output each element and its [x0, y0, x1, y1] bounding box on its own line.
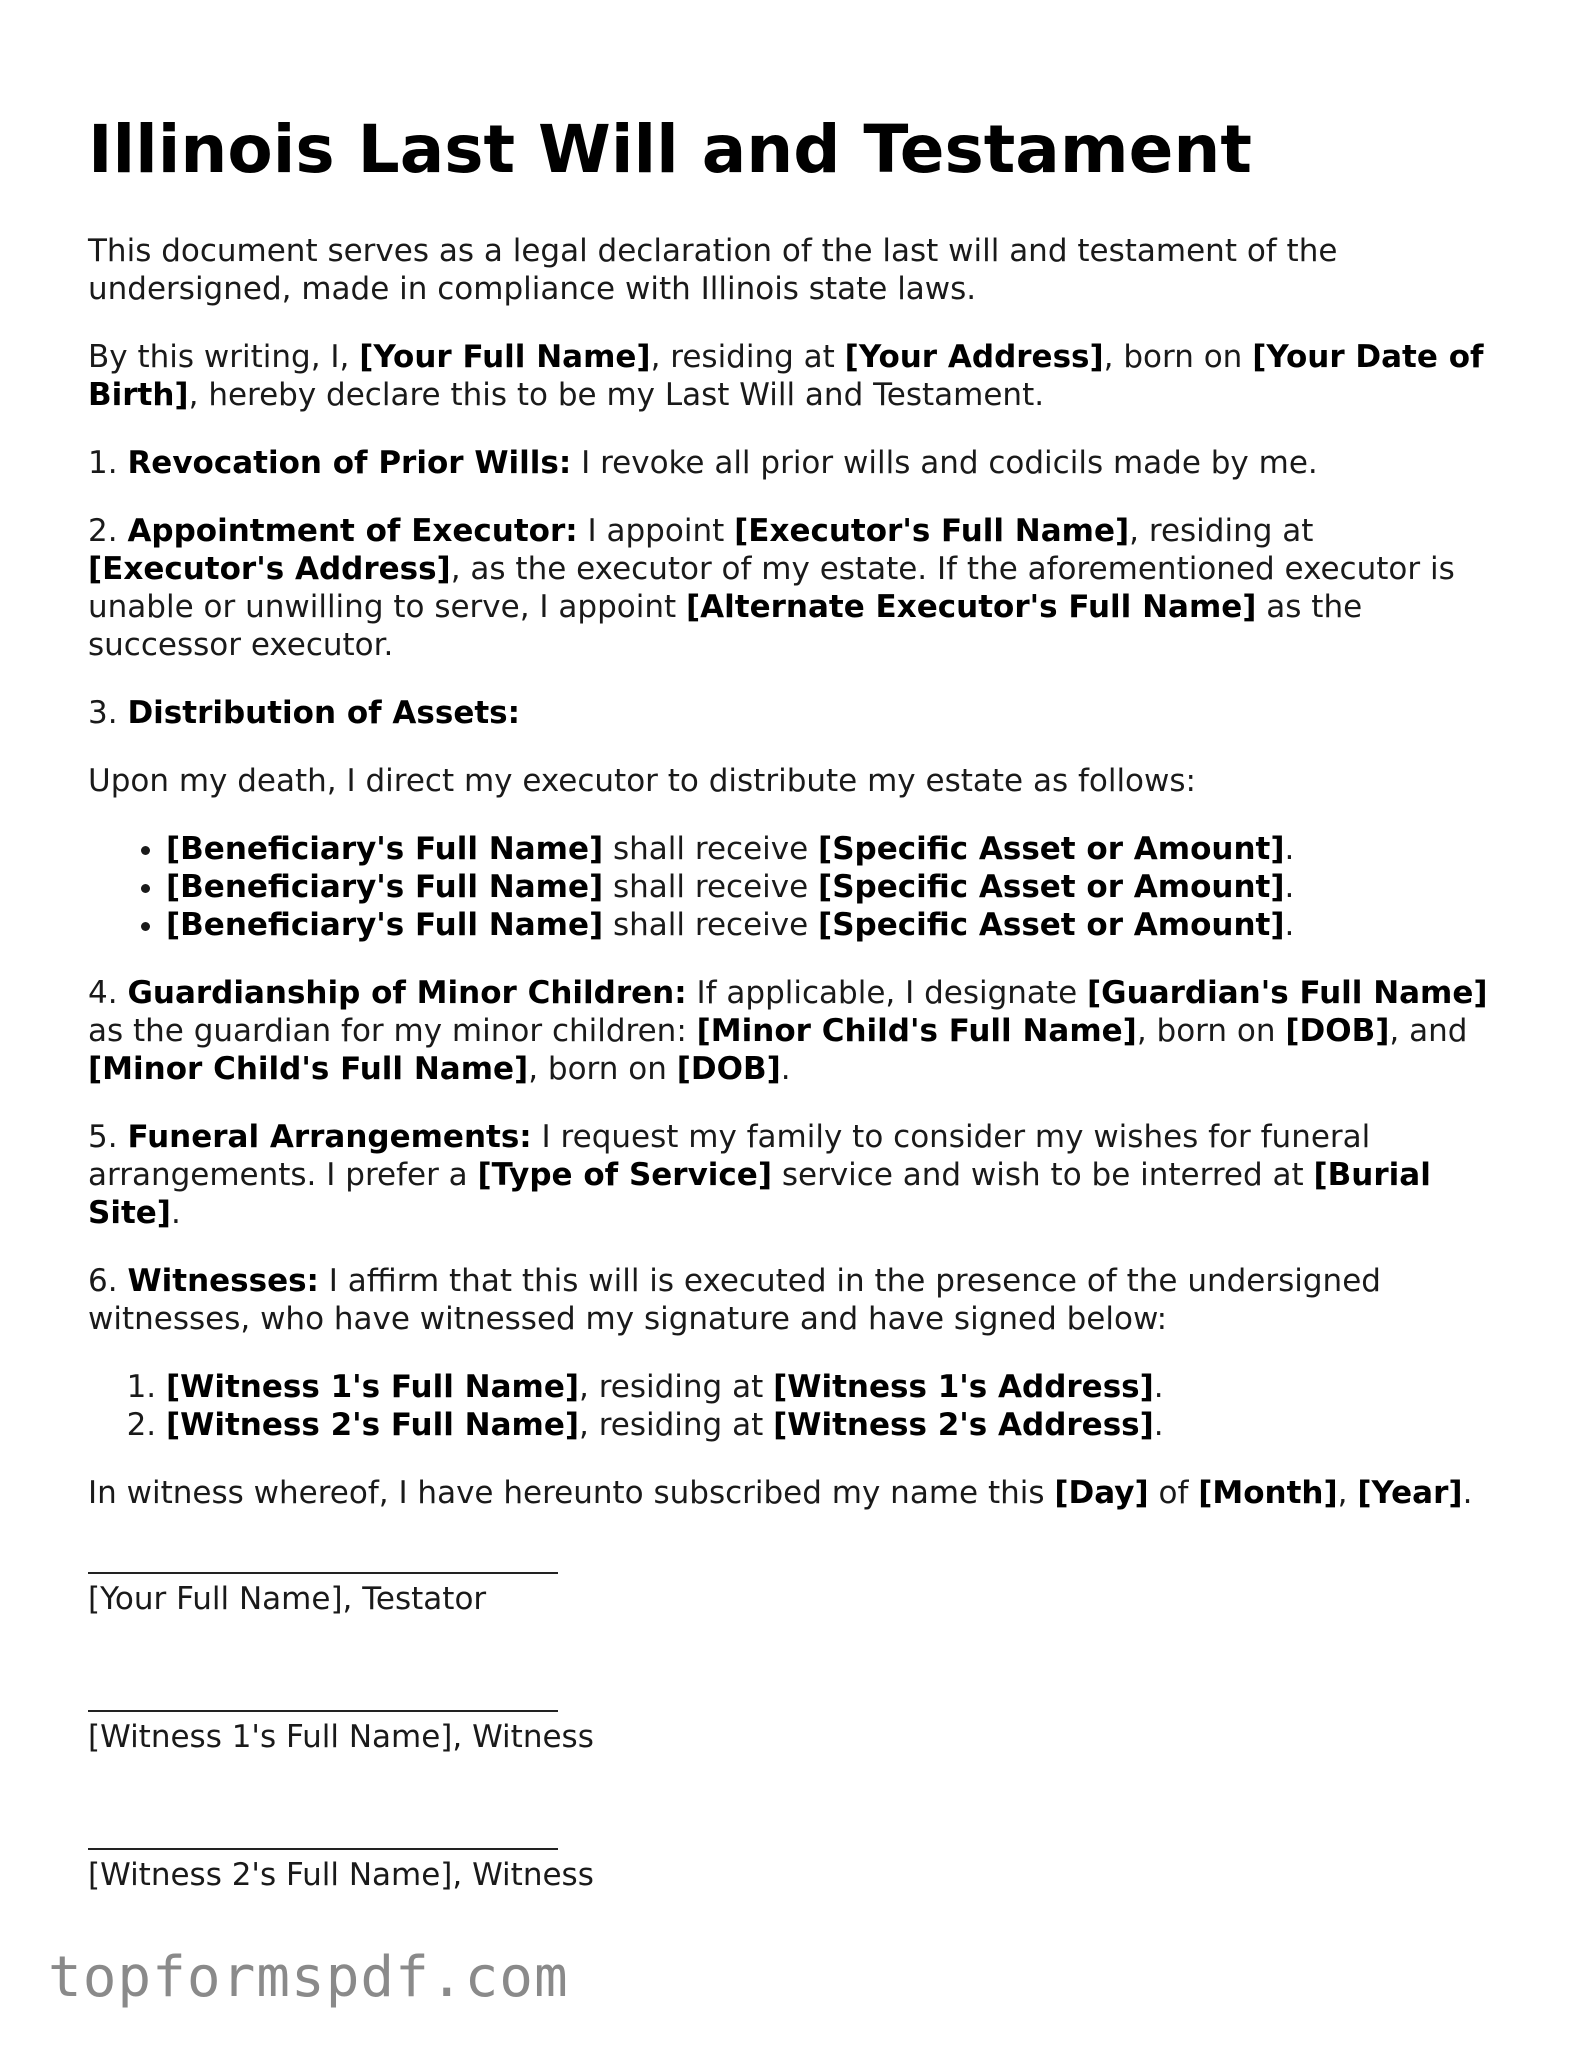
closing-paragraph: In witness whereof, I have hereunto subscribed my name this [Day] of [Month], [Year]. — [88, 1475, 1473, 1511]
testator-signature — [88, 1546, 1508, 1618]
asset-placeholder: [Specific Asset or Amount] — [818, 869, 1285, 905]
asset-placeholder: [Specific Asset or Amount] — [818, 907, 1285, 943]
section-funeral: 5. Funeral Arrangements: I request my family to consider my wishes for funeral arrangements. I prefer a [Type of Service] service and wish to be interred at [Burial Site]. — [88, 1119, 1431, 1231]
section-revocation: 1. Revocation of Prior Wills: I revoke all prior wills and codicils made by me. — [88, 445, 1318, 481]
child-name-placeholder: [Minor Child's Full Name] — [88, 1051, 529, 1087]
service-type-placeholder: [Type of Service] — [477, 1157, 772, 1193]
asset-placeholder: [Specific Asset or Amount] — [818, 831, 1285, 867]
burial-site-placeholder: [Burial Site] — [88, 1157, 1431, 1231]
section-heading: Appointment of Executor: — [127, 513, 578, 549]
witness-list — [88, 1368, 1508, 1444]
testator-name-placeholder: [Your Full Name] — [359, 339, 651, 375]
section-witnesses: 6. Witnesses: I affirm that this will is executed in the presence of the undersigned witnesses, who have witnessed my signature and have signed below: — [88, 1263, 1381, 1337]
will-document — [88, 110, 1508, 1960]
list-item: • [Beneficiary's Full Name] shall receive [Specific Asset or Amount]. — [166, 868, 1508, 906]
witness-1-signature — [88, 1684, 1508, 1756]
document-title: Illinois Last Will and Testament — [88, 111, 1252, 188]
signature-line[interactable] — [88, 1546, 558, 1574]
section-heading: Funeral Arrangements: — [127, 1119, 532, 1155]
list-item: • [Beneficiary's Full Name] shall receive [Specific Asset or Amount]. — [166, 830, 1508, 868]
beneficiary-placeholder: [Beneficiary's Full Name] — [166, 869, 604, 905]
list-item: 2. [Witness 2's Full Name], residing at [Witness 2's Address]. — [166, 1406, 1508, 1444]
witness-address-placeholder: [Witness 2's Address] — [773, 1407, 1154, 1443]
witness-name-placeholder: [Witness 2's Full Name] — [166, 1407, 580, 1443]
witness-2-signature — [88, 1822, 1508, 1894]
testator-dob-placeholder: [Your Date of Birth] — [88, 339, 1484, 413]
month-placeholder: [Month] — [1198, 1475, 1338, 1511]
list-item: 1. [Witness 1's Full Name], residing at [Witness 1's Address]. — [166, 1368, 1508, 1406]
executor-address-placeholder: [Executor's Address] — [88, 551, 451, 587]
section-distribution: 3. Distribution of Assets: — [88, 695, 521, 731]
witness-name-placeholder: [Witness 1's Full Name] — [166, 1369, 580, 1405]
intro-paragraph: This document serves as a legal declaration of the last will and testament of the undersigned, made in compliance with Illinois state laws. — [88, 233, 1338, 307]
guardian-placeholder: [Guardian's Full Name] — [1087, 975, 1488, 1011]
signature-label: [Your Full Name], Testator — [88, 1581, 487, 1617]
beneficiary-placeholder: [Beneficiary's Full Name] — [166, 907, 604, 943]
distribution-lead: Upon my death, I direct my executor to distribute my estate as follows: — [88, 763, 1196, 799]
beneficiary-list — [88, 830, 1508, 944]
executor-name-placeholder: [Executor's Full Name] — [734, 513, 1130, 549]
list-item: • [Beneficiary's Full Name] shall receive [Specific Asset or Amount]. — [166, 906, 1508, 944]
day-placeholder: [Day] — [1054, 1475, 1149, 1511]
signature-label: [Witness 2's Full Name], Witness — [88, 1857, 594, 1893]
section-heading: Witnesses: — [127, 1263, 319, 1299]
child-dob-placeholder: [DOB] — [676, 1051, 781, 1087]
signature-label: [Witness 1's Full Name], Witness — [88, 1719, 594, 1755]
testator-address-placeholder: [Your Address] — [844, 339, 1104, 375]
witness-address-placeholder: [Witness 1's Address] — [773, 1369, 1154, 1405]
signature-line[interactable] — [88, 1684, 558, 1712]
section-heading: Guardianship of Minor Children: — [127, 975, 687, 1011]
child-dob-placeholder: [DOB] — [1285, 1013, 1390, 1049]
section-heading: Revocation of Prior Wills: — [127, 445, 572, 481]
signature-block — [88, 1546, 1508, 1894]
watermark: topformspdf.com — [48, 1945, 569, 2010]
section-executor: 2. Appointment of Executor: I appoint [Executor's Full Name], residing at [Executor's Address], as the executor of my estate. If the aforementioned executor is unable or unwilling to serve, I appoint [Alternate Executor's Full Name] as the successor executor. — [88, 513, 1455, 663]
section-guardianship: 4. Guardianship of Minor Children: If applicable, I designate [Guardian's Full Name] as the guardian for my minor children: [Minor Child's Full Name], born on [DOB], and [Minor Child's Full Name], born on [DOB]. — [88, 975, 1488, 1087]
child-name-placeholder: [Minor Child's Full Name] — [696, 1013, 1137, 1049]
alternate-executor-placeholder: [Alternate Executor's Full Name] — [686, 589, 1257, 625]
beneficiary-placeholder: [Beneficiary's Full Name] — [166, 831, 604, 867]
declaration-paragraph: By this writing, I, [Your Full Name], residing at [Your Address], born on [Your Date of Birth], hereby declare this to be my Last Will and Testament. — [88, 339, 1484, 413]
section-heading: Distribution of Assets: — [127, 695, 521, 731]
signature-line[interactable] — [88, 1822, 558, 1850]
year-placeholder: [Year] — [1357, 1475, 1463, 1511]
